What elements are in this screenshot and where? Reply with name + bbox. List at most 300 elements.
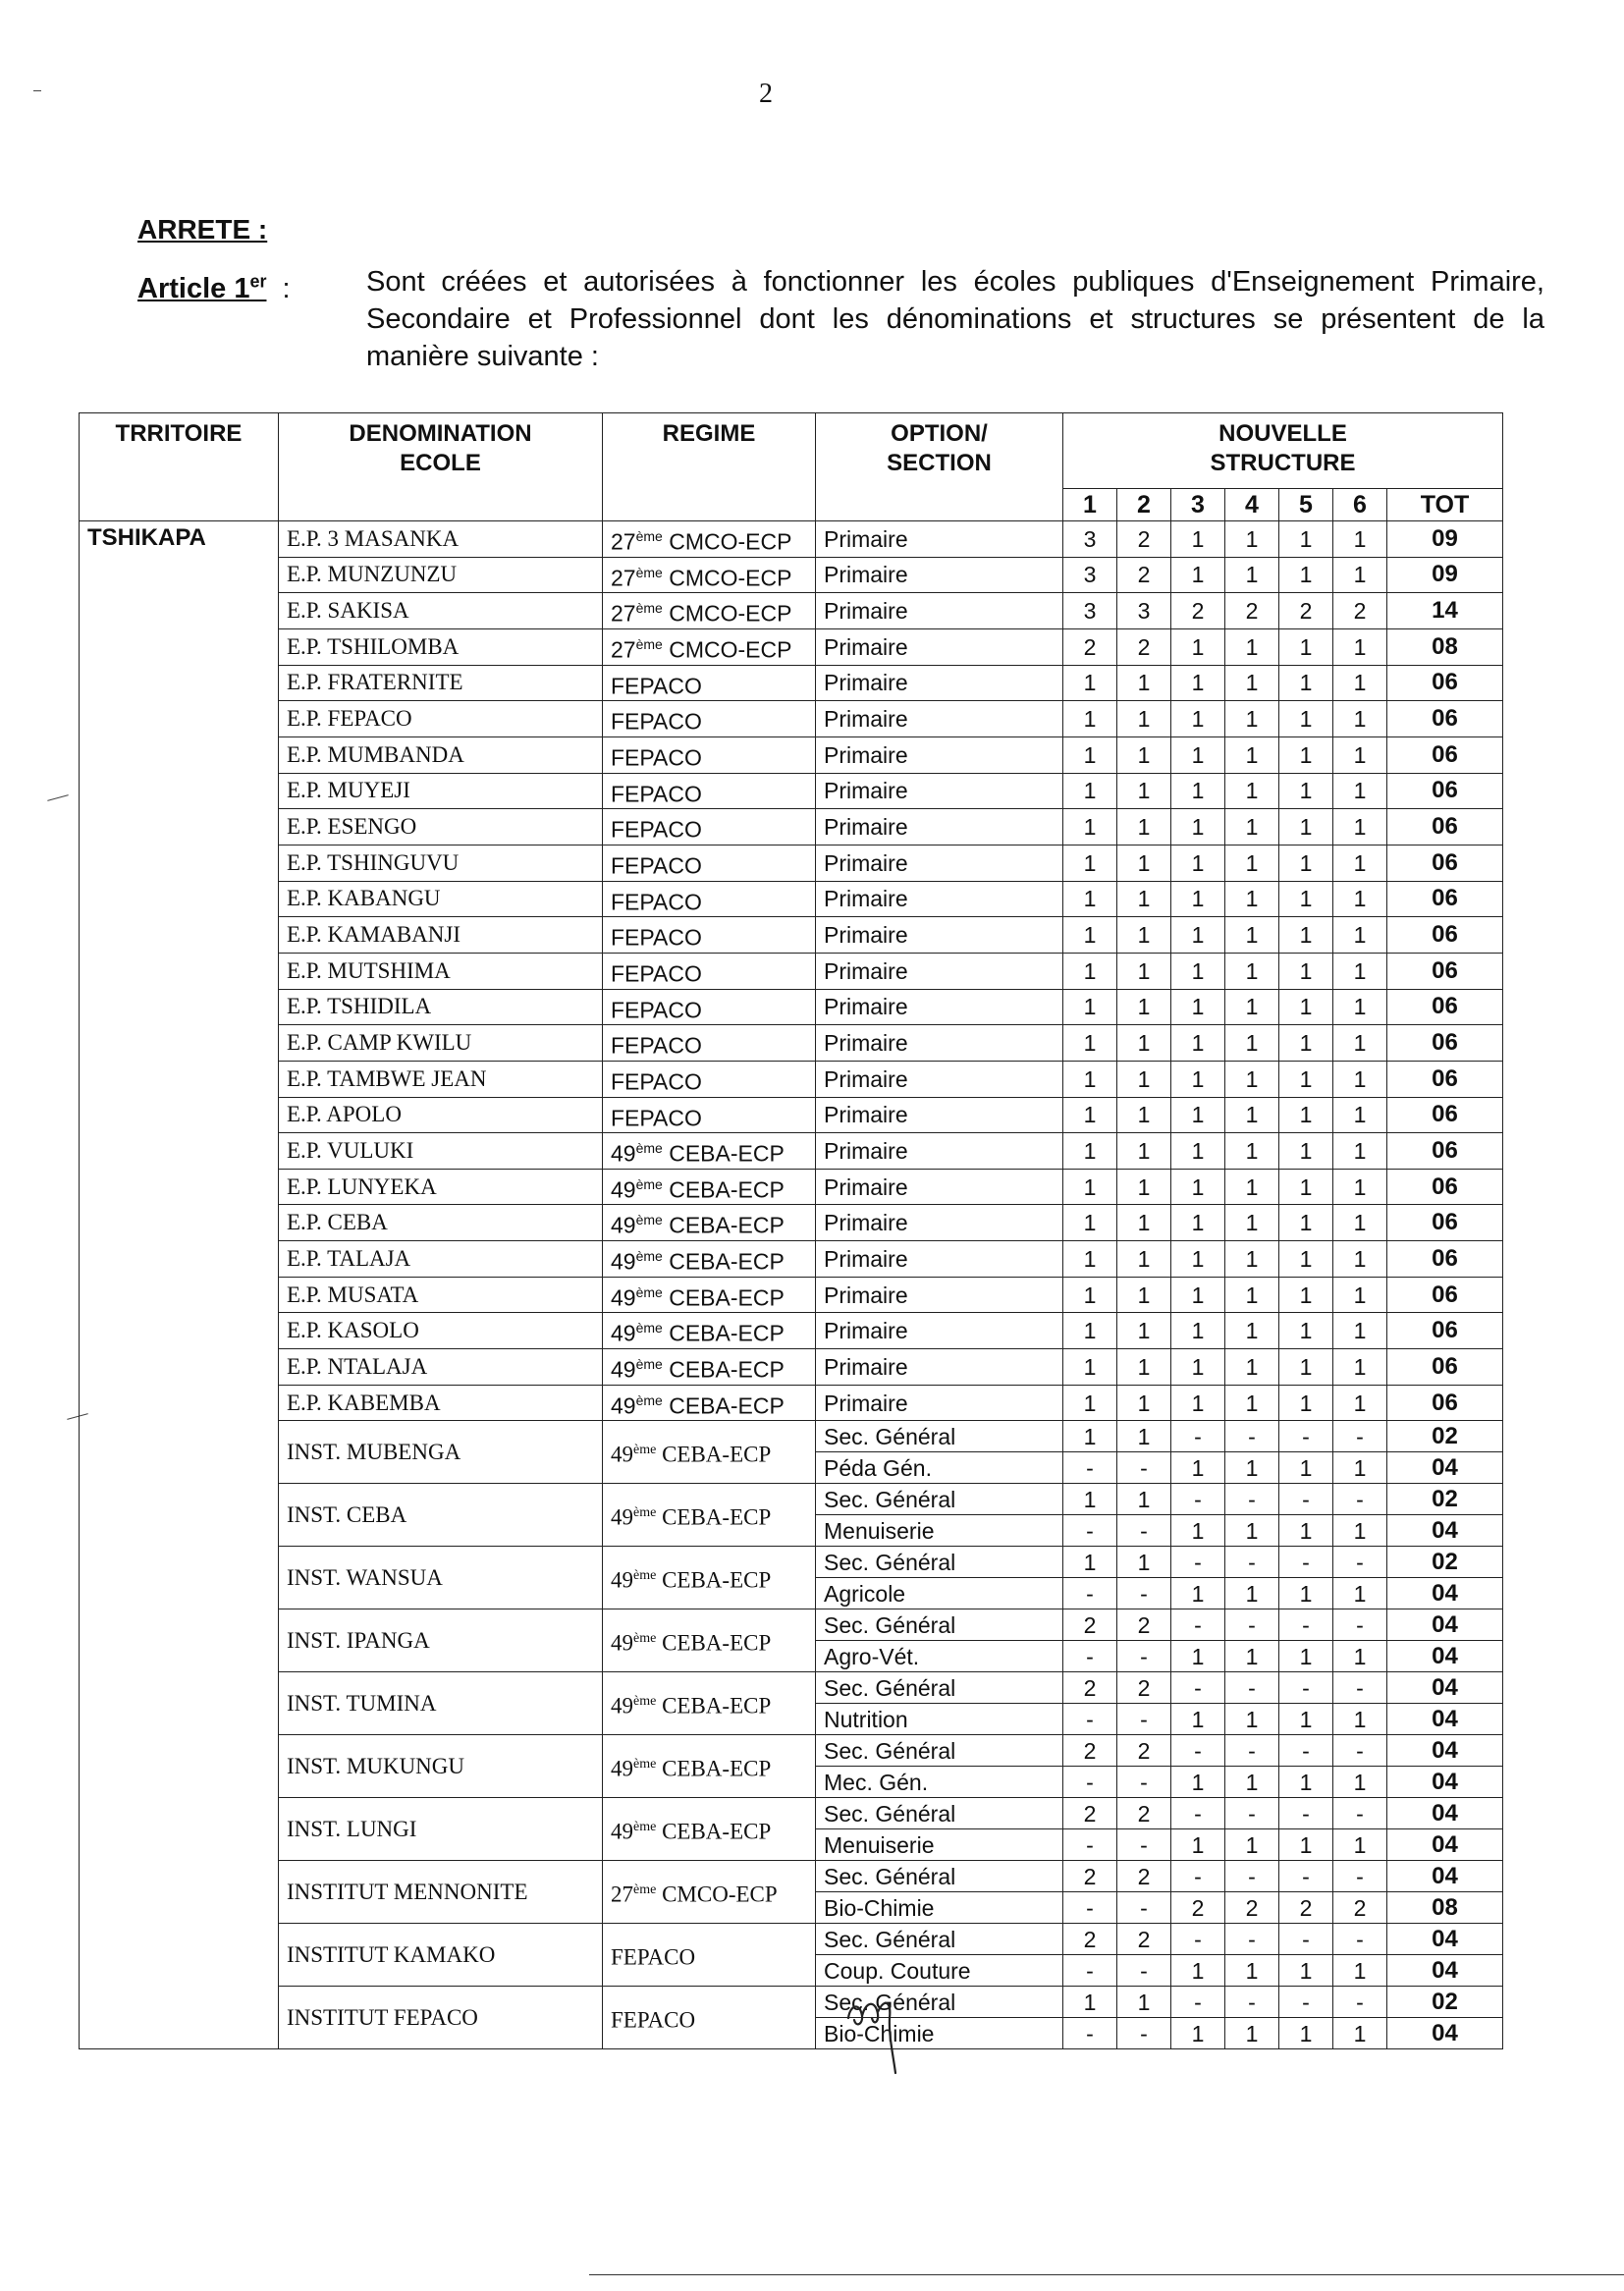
regime-superscript: ème — [635, 528, 663, 544]
option-cell: Primaire — [816, 1025, 1063, 1062]
regime-name: CEBA-ECP — [662, 1321, 785, 1347]
school-name: E.P. VULUKI — [279, 1133, 603, 1170]
school-name: E.P. KASOLO — [279, 1313, 603, 1349]
option-cell: Agricole — [816, 1578, 1063, 1609]
level-value: 1 — [1225, 1241, 1279, 1278]
article-label — [137, 271, 291, 305]
level-value: 1 — [1279, 1955, 1333, 1987]
table-row — [80, 989, 1503, 1025]
level-value: - — [1225, 1798, 1279, 1829]
level-value: 1 — [1063, 665, 1117, 701]
regime-superscript: ème — [633, 1630, 657, 1646]
regime-cell — [603, 1798, 816, 1861]
level-value: 1 — [1171, 1097, 1225, 1133]
table-row — [80, 1421, 1503, 1452]
level-value: 1 — [1225, 1704, 1279, 1735]
regime-cell — [603, 773, 816, 809]
total-value: 04 — [1387, 1829, 1503, 1861]
level-value: 1 — [1333, 1025, 1387, 1062]
regime-name: CEBA-ECP — [662, 1392, 785, 1419]
level-value: 2 — [1117, 557, 1171, 593]
regime-number: 49 — [611, 1284, 636, 1311]
option-cell: Primaire — [816, 593, 1063, 629]
level-value: - — [1117, 1515, 1171, 1547]
level-value: 1 — [1333, 1452, 1387, 1484]
regime-number: 49 — [611, 1630, 633, 1656]
total-value: 08 — [1387, 628, 1503, 665]
level-value: 1 — [1171, 1241, 1225, 1278]
table-row — [80, 1349, 1503, 1386]
regime-number: 49 — [611, 1756, 633, 1781]
level-value: 1 — [1279, 1133, 1333, 1170]
schools-table — [79, 412, 1503, 2049]
total-value: 06 — [1387, 881, 1503, 917]
school-name: E.P. TSHIDILA — [279, 989, 603, 1025]
level-value: 1 — [1333, 845, 1387, 881]
level-value: - — [1171, 1924, 1225, 1955]
level-value: - — [1117, 1892, 1171, 1924]
level-value: - — [1063, 1892, 1117, 1924]
level-value: 1 — [1333, 881, 1387, 917]
level-value: 1 — [1279, 1277, 1333, 1313]
total-value: 04 — [1387, 1861, 1503, 1892]
level-value: - — [1279, 1798, 1333, 1829]
level-value: - — [1279, 1735, 1333, 1767]
level-value: 2 — [1063, 1672, 1117, 1704]
level-value: 1 — [1117, 773, 1171, 809]
level-value: 1 — [1117, 809, 1171, 845]
option-cell: Agro-Vét. — [816, 1641, 1063, 1672]
total-value: 06 — [1387, 917, 1503, 954]
option-cell: Primaire — [816, 1205, 1063, 1241]
level-value: 1 — [1171, 1205, 1225, 1241]
regime-cell — [603, 845, 816, 881]
regime-name: CMCO-ECP — [662, 528, 792, 555]
regime-cell — [603, 1205, 816, 1241]
level-value: - — [1225, 1924, 1279, 1955]
level-value: 1 — [1117, 1169, 1171, 1205]
level-value: 1 — [1171, 1385, 1225, 1421]
level-value: 1 — [1279, 1025, 1333, 1062]
header-level: TOT — [1387, 489, 1503, 521]
level-value: 2 — [1063, 1861, 1117, 1892]
regime-name: FEPACO — [611, 997, 702, 1023]
signature-mark — [844, 1989, 903, 2077]
table-row — [80, 1241, 1503, 1278]
level-value: 1 — [1333, 1277, 1387, 1313]
level-value: 1 — [1279, 736, 1333, 773]
level-value: 1 — [1333, 1133, 1387, 1170]
level-value: - — [1279, 1484, 1333, 1515]
level-value: 1 — [1333, 1097, 1387, 1133]
total-value: 04 — [1387, 1924, 1503, 1955]
level-value: 1 — [1225, 736, 1279, 773]
level-value: 1 — [1225, 1061, 1279, 1097]
level-value: 1 — [1333, 989, 1387, 1025]
level-value: 1 — [1333, 1704, 1387, 1735]
option-cell: Sec. Général — [816, 1484, 1063, 1515]
total-value: 04 — [1387, 1955, 1503, 1987]
level-value: 1 — [1333, 773, 1387, 809]
level-value: 1 — [1279, 1061, 1333, 1097]
regime-cell — [603, 1385, 816, 1421]
option-cell: Sec. Général — [816, 1987, 1063, 2018]
regime-name: CEBA-ECP — [662, 1140, 785, 1167]
regime-cell — [603, 1169, 816, 1205]
level-value: 2 — [1063, 1735, 1117, 1767]
option-cell: Sec. Général — [816, 1735, 1063, 1767]
level-value: 1 — [1279, 1169, 1333, 1205]
level-value: 1 — [1117, 701, 1171, 737]
level-value: 2 — [1117, 1672, 1171, 1704]
level-value: - — [1279, 1672, 1333, 1704]
option-cell: Primaire — [816, 809, 1063, 845]
regime-name: FEPACO — [611, 924, 702, 951]
level-value: 1 — [1117, 665, 1171, 701]
level-value: 1 — [1063, 1421, 1117, 1452]
level-value: 1 — [1225, 1578, 1279, 1609]
table-row — [80, 1735, 1503, 1767]
article-label-sup: er — [249, 271, 267, 291]
level-value: 1 — [1279, 881, 1333, 917]
header-territoire: TRRITOIRE — [80, 413, 279, 521]
regime-superscript: ème — [635, 600, 663, 617]
level-value: 1 — [1279, 989, 1333, 1025]
level-value: 1 — [1279, 557, 1333, 593]
option-cell: Primaire — [816, 1169, 1063, 1205]
level-value: - — [1171, 1861, 1225, 1892]
level-value: 1 — [1333, 1313, 1387, 1349]
level-value: - — [1063, 1578, 1117, 1609]
regime-number: 49 — [611, 1356, 636, 1383]
level-value: - — [1171, 1735, 1225, 1767]
regime-cell — [603, 1277, 816, 1313]
level-value: 2 — [1333, 593, 1387, 629]
total-value: 04 — [1387, 1672, 1503, 1704]
territory-cell: TSHIKAPA — [80, 521, 279, 2049]
school-name: E.P. TALAJA — [279, 1241, 603, 1278]
regime-number: 49 — [611, 1176, 636, 1203]
option-cell: Primaire — [816, 953, 1063, 989]
level-value: 1 — [1171, 1704, 1225, 1735]
level-value: 1 — [1279, 701, 1333, 737]
level-value: 1 — [1333, 1169, 1387, 1205]
table-row — [80, 773, 1503, 809]
level-value: 1 — [1225, 1133, 1279, 1170]
level-value: - — [1279, 1987, 1333, 2018]
level-value: - — [1171, 1421, 1225, 1452]
level-value: 1 — [1225, 809, 1279, 845]
level-value: 1 — [1333, 557, 1387, 593]
table-row — [80, 1205, 1503, 1241]
table-row — [80, 1924, 1503, 1955]
level-value: 1 — [1279, 1452, 1333, 1484]
level-value: 2 — [1171, 593, 1225, 629]
school-name: E.P. NTALAJA — [279, 1349, 603, 1386]
option-cell: Sec. Général — [816, 1672, 1063, 1704]
table-row — [80, 1385, 1503, 1421]
level-value: - — [1333, 1924, 1387, 1955]
total-value: 06 — [1387, 1205, 1503, 1241]
level-value: 1 — [1333, 2018, 1387, 2049]
level-value: 1 — [1279, 1205, 1333, 1241]
total-value: 06 — [1387, 1061, 1503, 1097]
header-structure — [1063, 413, 1503, 489]
regime-superscript: ème — [633, 1693, 657, 1709]
regime-number: 49 — [611, 1248, 636, 1275]
level-value: 1 — [1333, 1061, 1387, 1097]
table-row — [80, 593, 1503, 629]
option-cell: Mec. Gén. — [816, 1767, 1063, 1798]
level-value: - — [1117, 1641, 1171, 1672]
level-value: 1 — [1063, 1385, 1117, 1421]
option-cell: Primaire — [816, 1349, 1063, 1386]
option-cell: Nutrition — [816, 1704, 1063, 1735]
regime-name: FEPACO — [611, 708, 702, 735]
level-value: - — [1171, 1672, 1225, 1704]
level-value: 1 — [1117, 1277, 1171, 1313]
level-value: 1 — [1117, 1421, 1171, 1452]
level-value: 1 — [1171, 736, 1225, 773]
total-value: 04 — [1387, 1798, 1503, 1829]
regime-name: FEPACO — [611, 673, 702, 699]
header-level: 5 — [1279, 489, 1333, 521]
total-value: 04 — [1387, 1735, 1503, 1767]
regime-name: FEPACO — [611, 1105, 702, 1131]
table-row — [80, 1169, 1503, 1205]
school-name: E.P. MUTSHIMA — [279, 953, 603, 989]
level-value: 1 — [1279, 773, 1333, 809]
level-value: 1 — [1063, 736, 1117, 773]
level-value: - — [1225, 1861, 1279, 1892]
level-value: 1 — [1333, 628, 1387, 665]
level-value: - — [1279, 1547, 1333, 1578]
total-value: 06 — [1387, 1241, 1503, 1278]
regime-number: 49 — [611, 1213, 636, 1239]
level-value: 1 — [1225, 1277, 1279, 1313]
level-value: 2 — [1063, 1609, 1117, 1641]
regime-cell — [603, 557, 816, 593]
regime-cell — [603, 953, 816, 989]
regime-name: CEBA-ECP — [662, 1176, 785, 1203]
regime-name: CEBA-ECP — [656, 1693, 772, 1718]
level-value: - — [1063, 1452, 1117, 1484]
table-row — [80, 881, 1503, 917]
level-value: - — [1225, 1547, 1279, 1578]
level-value: 1 — [1117, 1385, 1171, 1421]
level-value: 1 — [1117, 1205, 1171, 1241]
total-value: 04 — [1387, 2018, 1503, 2049]
level-value: 3 — [1063, 593, 1117, 629]
level-value: 1 — [1063, 1205, 1117, 1241]
option-cell: Primaire — [816, 628, 1063, 665]
level-value: 1 — [1225, 1349, 1279, 1386]
school-name: E.P. KAMABANJI — [279, 917, 603, 954]
level-value: 1 — [1225, 773, 1279, 809]
page-number: 2 — [759, 79, 773, 109]
level-value: - — [1063, 1641, 1117, 1672]
level-value: 1 — [1171, 1767, 1225, 1798]
regime-cell — [603, 521, 816, 558]
level-value: - — [1225, 1421, 1279, 1452]
school-name: E.P. APOLO — [279, 1097, 603, 1133]
level-value: 1 — [1333, 1349, 1387, 1386]
level-value: 1 — [1279, 1829, 1333, 1861]
regime-number: 49 — [611, 1567, 633, 1593]
table-row — [80, 521, 1503, 558]
level-value: - — [1063, 1767, 1117, 1798]
regime-superscript: ème — [635, 1391, 663, 1408]
level-value: 1 — [1225, 1515, 1279, 1547]
level-value: - — [1063, 1515, 1117, 1547]
level-value: 1 — [1063, 1097, 1117, 1133]
total-value: 02 — [1387, 1987, 1503, 2018]
option-cell: Menuiserie — [816, 1515, 1063, 1547]
level-value: 1 — [1279, 628, 1333, 665]
total-value: 06 — [1387, 1169, 1503, 1205]
table-row — [80, 1484, 1503, 1515]
regime-name: CEBA-ECP — [662, 1248, 785, 1275]
option-cell: Bio-Chimie — [816, 2018, 1063, 2049]
institute-name: INST. MUKUNGU — [279, 1735, 603, 1798]
regime-cell — [603, 1609, 816, 1672]
level-value: - — [1225, 1609, 1279, 1641]
total-value: 04 — [1387, 1609, 1503, 1641]
table-row — [80, 1313, 1503, 1349]
level-value: 1 — [1279, 1704, 1333, 1735]
school-name: E.P. MUYEJI — [279, 773, 603, 809]
school-name: E.P. KABANGU — [279, 881, 603, 917]
level-value: 1 — [1225, 1097, 1279, 1133]
option-cell: Primaire — [816, 881, 1063, 917]
regime-number: 27 — [611, 600, 636, 627]
total-value: 06 — [1387, 1277, 1503, 1313]
level-value: 1 — [1279, 953, 1333, 989]
table-row — [80, 917, 1503, 954]
level-value: 1 — [1171, 1452, 1225, 1484]
institute-name: INST. WANSUA — [279, 1547, 603, 1609]
regime-name: FEPACO — [611, 781, 702, 807]
level-value: 1 — [1117, 1133, 1171, 1170]
option-cell: Primaire — [816, 845, 1063, 881]
school-name: E.P. TSHILOMBA — [279, 628, 603, 665]
level-value: 1 — [1171, 1313, 1225, 1349]
total-value: 06 — [1387, 701, 1503, 737]
level-value: 1 — [1171, 1515, 1225, 1547]
level-value: 1 — [1279, 521, 1333, 558]
regime-number: 27 — [611, 528, 636, 555]
regime-superscript: ème — [633, 1504, 657, 1520]
school-name: E.P. ESENGO — [279, 809, 603, 845]
level-value: - — [1117, 1767, 1171, 1798]
level-value: 2 — [1117, 1861, 1171, 1892]
level-value: 1 — [1171, 1169, 1225, 1205]
level-value: 1 — [1063, 917, 1117, 954]
total-value: 06 — [1387, 1097, 1503, 1133]
institute-name: INSTITUT MENNONITE — [279, 1861, 603, 1924]
level-value: 1 — [1225, 845, 1279, 881]
level-value: 3 — [1117, 593, 1171, 629]
regime-name: FEPACO — [611, 816, 702, 843]
level-value: - — [1333, 1609, 1387, 1641]
level-value: - — [1171, 1547, 1225, 1578]
header-regime: REGIME — [603, 413, 816, 521]
level-value: 1 — [1171, 1025, 1225, 1062]
header-denomination-text: DENOMINATION ECOLE — [349, 420, 532, 476]
level-value: 2 — [1117, 628, 1171, 665]
level-value: 1 — [1117, 1547, 1171, 1578]
option-cell: Bio-Chimie — [816, 1892, 1063, 1924]
option-cell: Menuiserie — [816, 1829, 1063, 1861]
total-value: 06 — [1387, 1133, 1503, 1170]
regime-cell — [603, 1349, 816, 1386]
option-cell: Primaire — [816, 665, 1063, 701]
level-value: 2 — [1117, 1735, 1171, 1767]
level-value: 1 — [1333, 1385, 1387, 1421]
regime-cell — [603, 1987, 816, 2049]
level-value: 1 — [1225, 1767, 1279, 1798]
level-value: 1 — [1333, 1767, 1387, 1798]
regime-cell — [603, 989, 816, 1025]
level-value: 2 — [1117, 1798, 1171, 1829]
regime-cell — [603, 1484, 816, 1547]
level-value: 2 — [1333, 1892, 1387, 1924]
level-value: 1 — [1063, 953, 1117, 989]
level-value: 1 — [1117, 1241, 1171, 1278]
level-value: 1 — [1225, 881, 1279, 917]
table-row — [80, 1987, 1503, 2018]
regime-number: 49 — [611, 1442, 633, 1467]
level-value: 1 — [1117, 1025, 1171, 1062]
level-value: 1 — [1279, 845, 1333, 881]
total-value: 08 — [1387, 1892, 1503, 1924]
regime-number: 49 — [611, 1321, 636, 1347]
total-value: 04 — [1387, 1578, 1503, 1609]
regime-superscript: ème — [633, 1756, 657, 1772]
header-level: 2 — [1117, 489, 1171, 521]
regime-name: CEBA-ECP — [656, 1504, 772, 1530]
level-value: 1 — [1333, 809, 1387, 845]
margin-mark — [47, 794, 69, 801]
option-cell: Sec. Général — [816, 1547, 1063, 1578]
level-value: 2 — [1117, 1924, 1171, 1955]
level-value: 1 — [1279, 1385, 1333, 1421]
total-value: 06 — [1387, 1025, 1503, 1062]
header-option — [816, 413, 1063, 521]
option-cell: Primaire — [816, 1061, 1063, 1097]
table-row — [80, 665, 1503, 701]
institute-name: INSTITUT KAMAKO — [279, 1924, 603, 1987]
level-value: - — [1117, 1578, 1171, 1609]
table-row — [80, 1025, 1503, 1062]
regime-number: 27 — [611, 1882, 633, 1907]
level-value: 1 — [1117, 845, 1171, 881]
level-value: 1 — [1063, 989, 1117, 1025]
level-value: 1 — [1063, 845, 1117, 881]
level-value: 2 — [1225, 593, 1279, 629]
level-value: 1 — [1279, 809, 1333, 845]
level-value: - — [1171, 1987, 1225, 2018]
regime-name: FEPACO — [611, 1944, 696, 1970]
regime-cell — [603, 809, 816, 845]
institute-name: INST. IPANGA — [279, 1609, 603, 1672]
level-value: 1 — [1225, 989, 1279, 1025]
schools-table-wrap — [79, 412, 1502, 2049]
table-row — [80, 1547, 1503, 1578]
level-value: 1 — [1171, 628, 1225, 665]
total-value: 06 — [1387, 809, 1503, 845]
level-value: 1 — [1279, 917, 1333, 954]
